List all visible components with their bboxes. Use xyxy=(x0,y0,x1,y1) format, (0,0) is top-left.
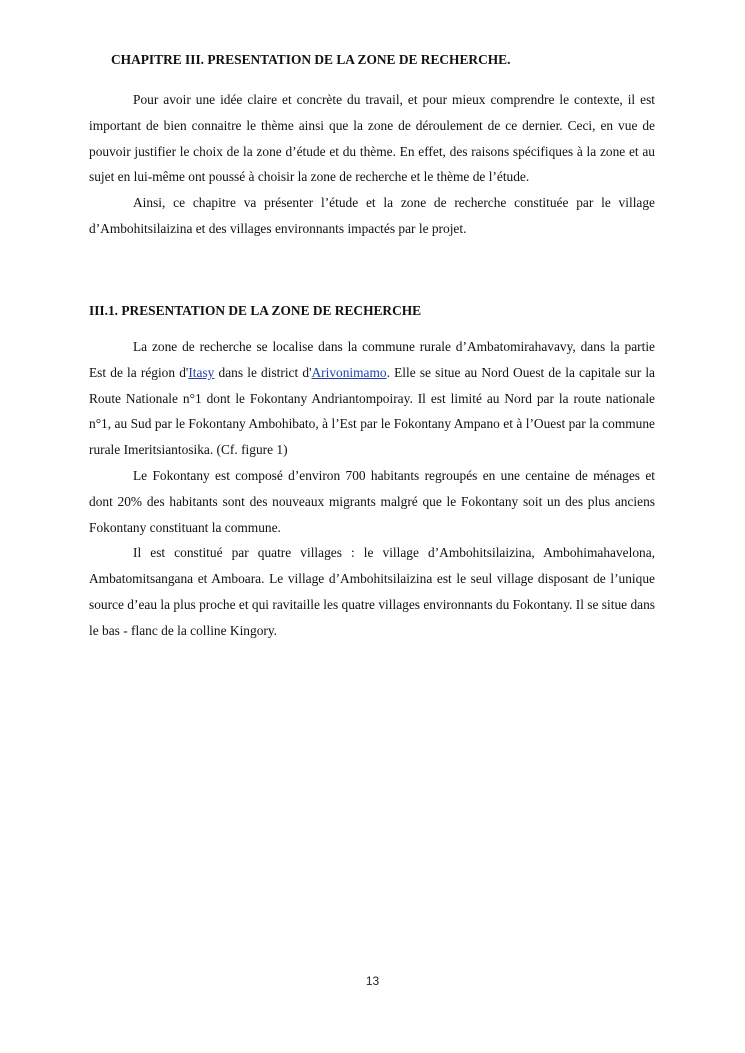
intro-block xyxy=(89,87,655,242)
page-number: 13 xyxy=(365,974,380,988)
link-arivonimamo[interactable]: Arivonimamo xyxy=(311,364,387,380)
intro-paragraph-1: Pour avoir une idée claire et concrète du travail, et pour mieux comprendre le contexte, il est important de bien connaitre le thème ainsi que la zone de déroulement de ce dernier. Ceci, en vue de pouvoir justifier le choix de la zone d’étude et du thème. En effet, des raisons spécifiques à la zone et au sujet en lui-même ont poussé à choisir la zone de recherche et le thème de l’étude. xyxy=(89,92,655,185)
paragraph-text: dans le district d' xyxy=(214,364,312,380)
section-paragraph-3: Il est constitué par quatre villages : le village d’Ambohitsilaizina, Ambohimahavelona, Ambatomitsangana et Amboara. Le village d’Ambohitsilaizina est le seul village disposant de l’unique source d’eau la plus proche et qui ravitaille les quatre villages environnants du Fokontany. Il se situe dans le bas - flanc de la colline Kingory. xyxy=(89,545,655,638)
section-block xyxy=(89,334,655,644)
intro-paragraph-2: Ainsi, ce chapitre va présenter l’étude et la zone de recherche constituée par le village d’Ambohitsilaizina et des villages environnants impactés par le projet. xyxy=(89,195,655,236)
paragraph-text: . Elle se situe au Nord Ouest de la capitale sur la Route Nationale n°1 dont le Fokontany Andriantompoiray. Il est limité au Nord par la route nationale n°1, au Sud par le Fokontany Ambohibato, à l’Est par le Fokontany Ampano et à l’Ouest par la commune rurale Imeritsiantosika. (Cf. figure 1) xyxy=(89,364,655,458)
section-paragraph-1 xyxy=(89,334,655,463)
section-title: III.1. PRESENTATION DE LA ZONE DE RECHERCHE xyxy=(89,303,422,318)
chapter-title: CHAPITRE III. PRESENTATION DE LA ZONE DE RECHERCHE. xyxy=(111,52,511,67)
paragraph-text: La zone de recherche se localise dans la commune rurale d’Ambatomirahavavy, dans la partie Est de la région d' xyxy=(89,339,655,380)
link-itasy[interactable]: Itasy xyxy=(188,364,215,380)
section-paragraph-2: Le Fokontany est composé d’environ 700 habitants regroupés en une centaine de ménages et dont 20% des habitants sont des nouveaux migrants malgré que le Fokontany soit un des plus anciens Fokontany constituant la commune. xyxy=(89,467,655,535)
